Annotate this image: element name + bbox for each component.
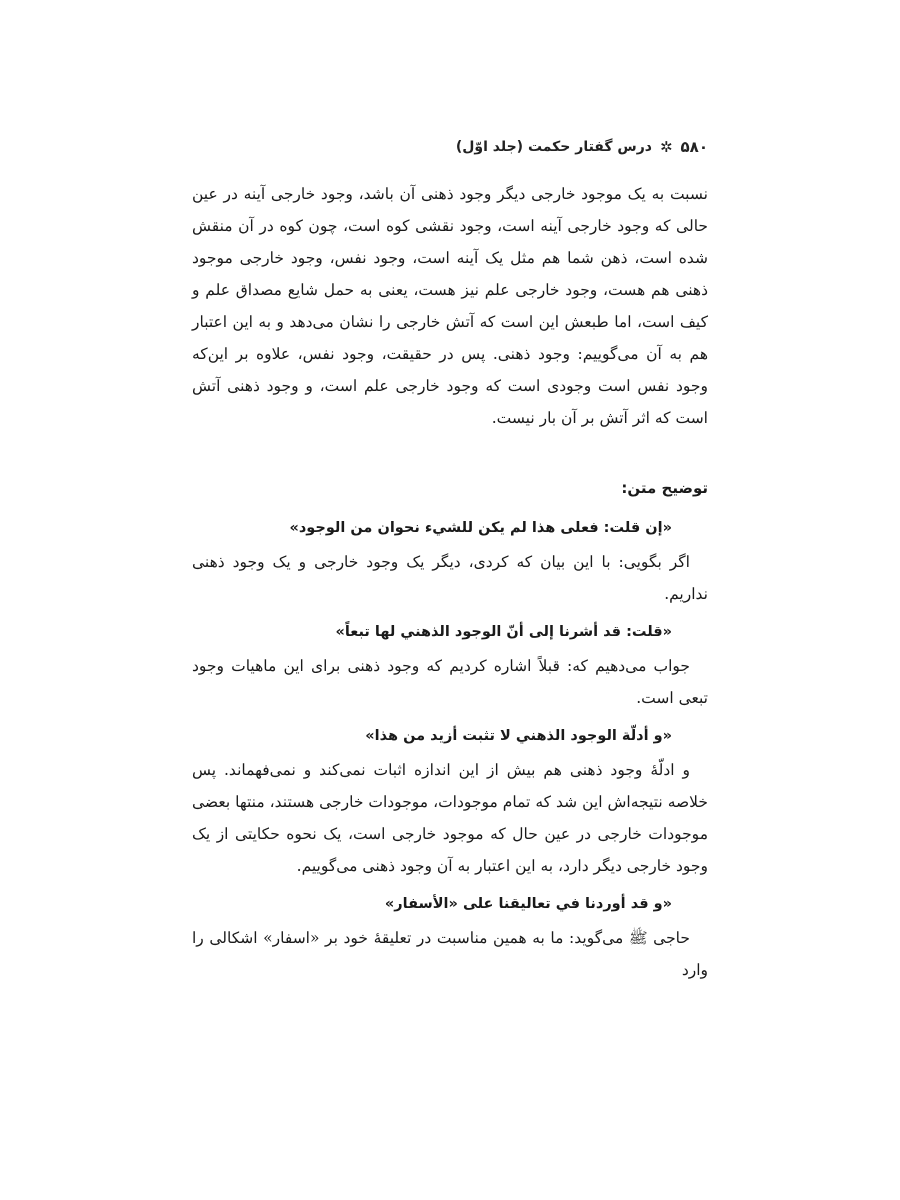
explanation-paragraph: اگر بگویی: با این بیان که کردی، دیگر یک وجود خارجی و یک وجود ذهنی نداریم.: [192, 553, 708, 603]
page-number: ۵۸۰: [680, 138, 708, 156]
arabic-quote: «إن قلت: فعلى هذا لم يكن للشيء نحوان من الوجود»: [289, 520, 672, 536]
commentary-entry: [192, 888, 708, 986]
commentary-entry: [192, 720, 708, 882]
arabic-quote: «و قد أوردنا في تعاليقنا على «الأسفار»: [384, 896, 672, 912]
arabic-quote: «و أدلّة الوجود الذهني لا تثبت أزيد من هذا»: [365, 728, 672, 744]
section-title: توضیح متن:: [621, 479, 708, 497]
intro-paragraph: نسبت به یک موجود خارجی دیگر وجود ذهنی آن باشد، وجود خارجی آینه در عین حالی که وجود خارجی آینه است، وجود نقشی کوه است، چون کوه در آن منقش شده است، ذهن شما هم مثل یک آینه است، وجود نفس، وجود خارجی موجود ذهنی هم هست، وجود خارجی علم نیز هست، یعنی به حمل شایع مصداق علم و کیف است، اما طبعش این است که آتش خارجی را نشان می‌دهد و به این اعتبار هم به آن می‌گوییم: وجود ذهنی. پس در حقیقت، وجود نفس، علاوه بر این‌که وجود نفس است وجودی است که وجود خارجی علم است، و وجود ذهنی آتش است که اثر آتش بر آن بار نیست.: [192, 185, 708, 427]
book-title: درس گفتار حکمت (جلد اوّل): [455, 139, 652, 155]
explanation-paragraph: جواب می‌دهیم که: قبلاً اشاره کردیم که وجود ذهنی برای این ماهیات وجود تبعی است.: [192, 657, 708, 707]
arabic-quote: «قلت: قد أشرنا إلى أنّ الوجود الذهني لها تبعاً»: [335, 624, 672, 640]
star-ornament-icon: ✲: [659, 137, 673, 156]
commentary-entry: [192, 512, 708, 610]
running-header: [456, 138, 708, 156]
commentary-entry: [192, 616, 708, 714]
page-body: [192, 178, 708, 986]
explanation-paragraph: حاجی ﷺ می‌گوید: ما به همین مناسبت در تعلیقهٔ خود بر «اسفار» اشکالی را وارد: [192, 929, 708, 979]
explanation-paragraph: و ادلّهٔ وجود ذهنی هم بیش از این اندازه اثبات نمی‌کند و نمی‌فهماند. پس خلاصه نتیجه‌اش این شد که تمام موجودات، موجودات خارجی هستند، منتها بعضی موجودات خارجی در عین حال که موجود خارجی است، یک نحوه حکایتی از یک وجود خارجی دیگر دارد، به این اعتبار به آن وجود ذهنی می‌گوییم.: [192, 761, 708, 875]
